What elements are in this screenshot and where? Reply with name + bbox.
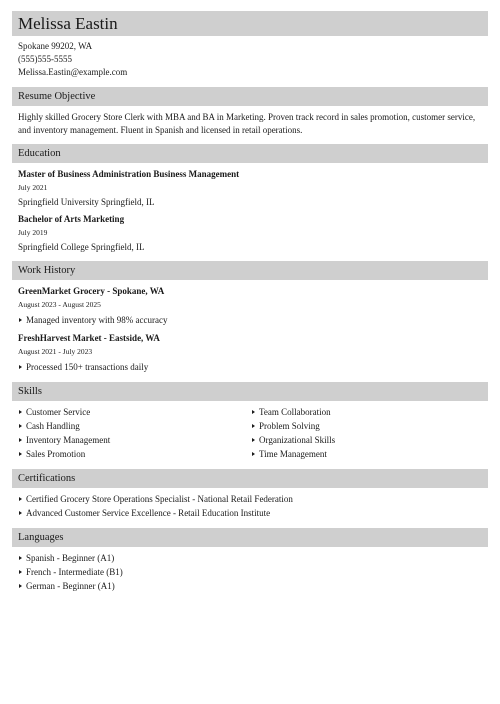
degree-title: Master of Business Administration Business Management (18, 169, 240, 179)
contact-phone: (555)555-5555 (18, 54, 72, 64)
skill-item: Sales Promotion (18, 447, 251, 461)
skill-item: Inventory Management (18, 433, 251, 447)
skill-item: Organizational Skills (251, 433, 484, 447)
contact-email: Melissa.Eastin@example.com (18, 67, 128, 77)
education-list (12, 168, 488, 253)
languages-list (12, 551, 488, 593)
language-item: Spanish - Beginner (A1) (18, 551, 484, 565)
job-bullet: Managed inventory with 98% accuracy (18, 313, 484, 327)
school-name: Springfield College Springfield, IL (18, 242, 145, 252)
objective-text: Highly skilled Grocery Store Clerk with MBA and BA in Marketing. Proven track record in sales promotion, customer service, and inventory management. Fluent in Spanish and licensed in retail operations. (18, 112, 476, 135)
section-title: Resume Objective (18, 91, 96, 102)
contact-info (12, 40, 488, 79)
certifications-list (12, 492, 488, 520)
candidate-name: Melissa Eastin (18, 14, 118, 33)
education-entry (18, 213, 484, 253)
job-bullets (18, 360, 484, 374)
job-dates: August 2023 - August 2025 (18, 300, 101, 309)
section-title: Certifications (18, 473, 76, 484)
job-title: GreenMarket Grocery - Spokane, WA (18, 286, 165, 296)
section-header-languages (12, 528, 488, 547)
contact-location: Spokane 99202, WA (18, 41, 93, 51)
skills-grid (12, 405, 488, 461)
certification-item: Advanced Customer Service Excellence - Retail Education Institute (18, 506, 484, 520)
section-header-skills (12, 382, 488, 401)
section-header-work-history (12, 261, 488, 280)
education-entry (18, 168, 484, 208)
name-header (12, 11, 488, 36)
section-header-certifications (12, 469, 488, 488)
work-entry (18, 332, 484, 374)
job-title: FreshHarvest Market - Eastside, WA (18, 333, 160, 343)
school-name: Springfield University Springfield, IL (18, 197, 155, 207)
degree-title: Bachelor of Arts Marketing (18, 214, 125, 224)
skill-item: Problem Solving (251, 419, 484, 433)
section-title: Languages (18, 532, 64, 543)
job-bullets (18, 313, 484, 327)
skills-column-left (18, 405, 251, 461)
degree-date: July 2019 (18, 228, 48, 237)
section-header-objective (12, 87, 488, 106)
section-title: Education (18, 148, 61, 159)
job-dates: August 2021 - July 2023 (18, 347, 93, 356)
section-title: Work History (18, 265, 76, 276)
language-item: French - Intermediate (B1) (18, 565, 484, 579)
skill-item: Customer Service (18, 405, 251, 419)
certification-item: Certified Grocery Store Operations Specialist - National Retail Federation (18, 492, 484, 506)
skill-item: Cash Handling (18, 419, 251, 433)
section-title: Skills (18, 386, 42, 397)
language-item: German - Beginner (A1) (18, 579, 484, 593)
skills-column-right (251, 405, 484, 461)
work-entry (18, 285, 484, 327)
degree-date: July 2021 (18, 183, 48, 192)
skill-item: Team Collaboration (251, 405, 484, 419)
skill-item: Time Management (251, 447, 484, 461)
job-bullet: Processed 150+ transactions daily (18, 360, 484, 374)
work-history-list (12, 285, 488, 374)
section-header-education (12, 144, 488, 163)
